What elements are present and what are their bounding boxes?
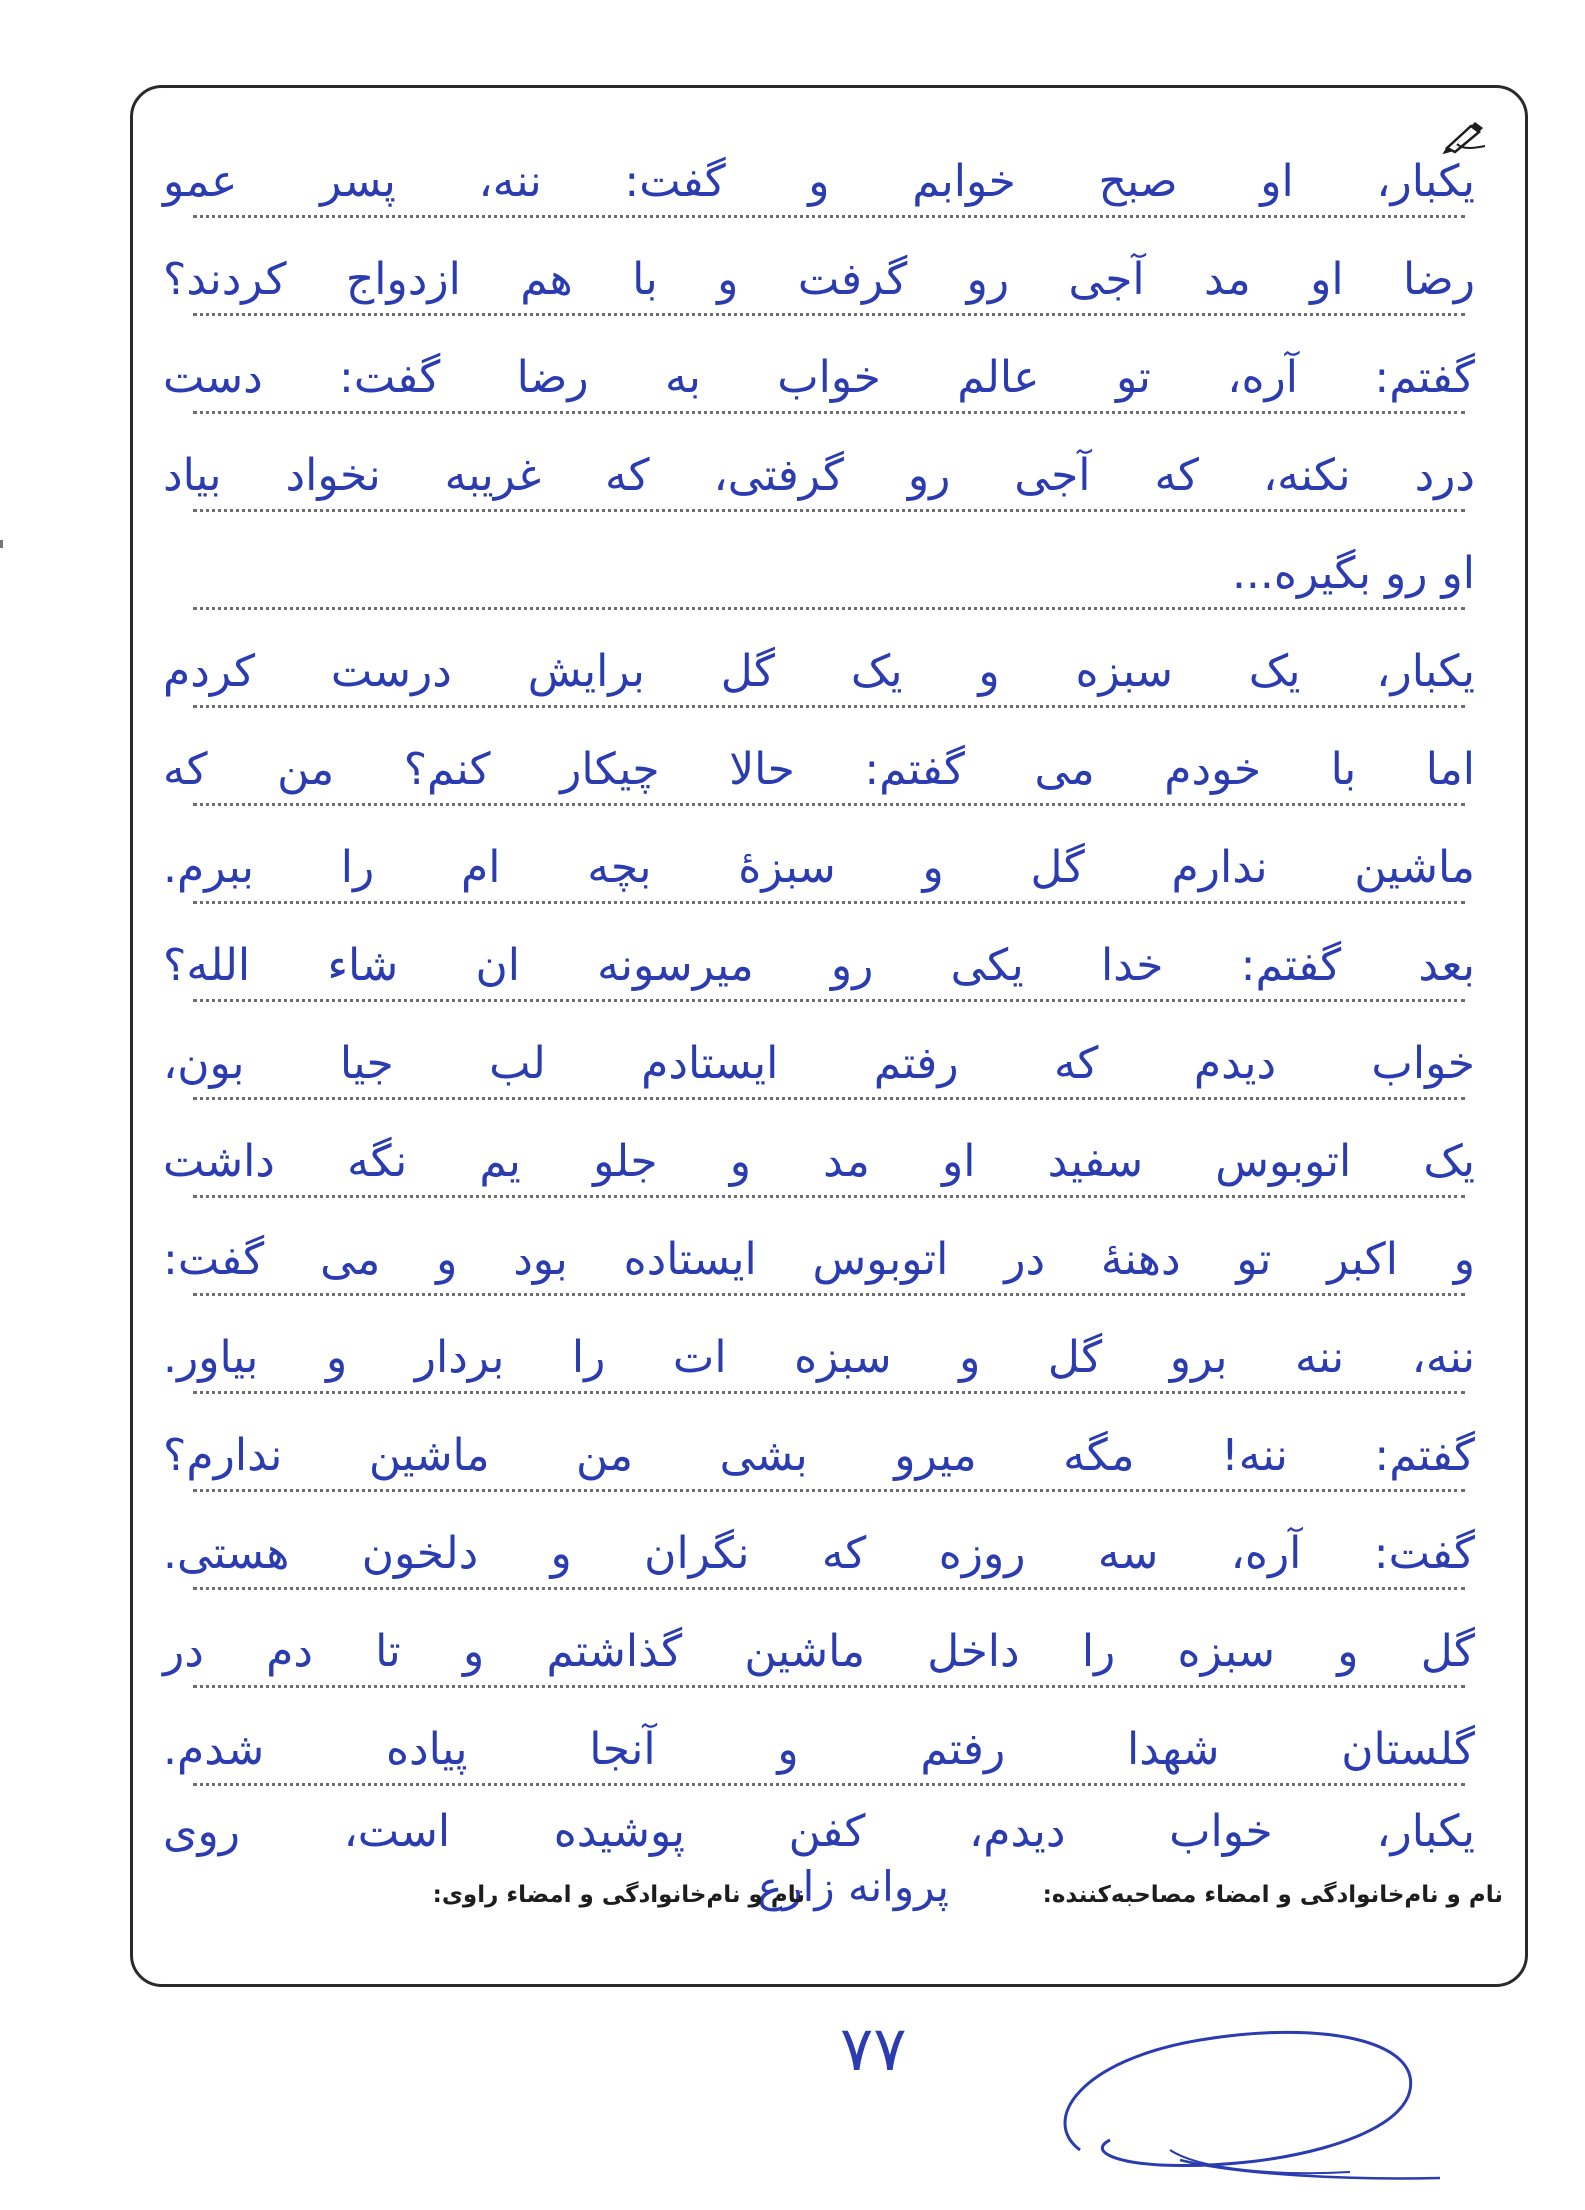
text-line [163,1294,1475,1394]
handwritten-text: گلستان شهدا رفتم و آنجا پیاده شدم. [163,1724,1475,1775]
handwritten-text: او رو بگیره... [1231,548,1475,599]
handwritten-text: یک اتوبوس سفید او مد و جلو یم نگه داشت [163,1136,1475,1187]
text-line [163,1000,1475,1100]
text-line [163,314,1475,414]
interviewer-signature-label: نام و نام‌خانوادگی و امضاء مصاحبه‌کننده: [1042,1882,1503,1908]
signature-footer [133,1834,1525,1984]
interviewer-name: پروانه زارع [757,1862,949,1911]
text-line [163,1392,1475,1492]
text-line [163,412,1475,512]
handwritten-text: خواب دیدم که رفتم ایستادم لب جیا بون، [163,1038,1475,1089]
handwritten-signature [1020,2000,1450,2190]
narrator-signature-label: نام و نام‌خانوادگی و امضاء راوی: [432,1882,805,1908]
text-line [163,216,1475,316]
handwritten-text: گفتم: آره، تو عالم خواب به رضا گفت: دست [163,352,1475,403]
handwritten-lines [163,88,1475,1857]
handwritten-text: بعد گفتم: خدا یکی رو میرسونه ان شاء الله؟ [163,940,1475,991]
handwritten-text: یکبار، خواب دیدم، کفن پوشیده است، روی [163,1806,1475,1857]
text-line [163,1588,1475,1688]
handwritten-text: یکبار، یک سبزه و یک گل برایش درست کردم [163,646,1475,697]
handwritten-text: ماشین ندارم گل و سبزهٔ بچه ام را ببرم. [163,842,1475,893]
scan-edge-mark [0,540,3,548]
text-line [163,1098,1475,1198]
text-line [163,608,1475,708]
text-line [163,902,1475,1002]
handwritten-text: ننه، ننه برو گل و سبزه ات را بردار و بیاور. [163,1332,1475,1383]
handwritten-text: یکبار، او صبح خوابم و گفت: ننه، پسر عمو [163,156,1475,207]
text-line [163,706,1475,806]
text-line [163,118,1475,218]
text-line [193,510,1475,610]
handwritten-text: رضا او مد آجی رو گرفت و با هم ازدواج کردند؟ [163,254,1475,305]
text-line [163,804,1475,904]
handwritten-text: و اکبر تو دهنهٔ در اتوبوس ایستاده بود و می گفت: [163,1234,1475,1285]
handwritten-text: گفتم: ننه! مگه میرو بشی من ماشین ندارم؟ [163,1430,1475,1481]
page-frame [130,85,1528,1987]
handwritten-text: اما با خودم می گفتم: حالا چیکار کنم؟ من که [163,744,1475,795]
page-number: ۷۷ [840,2012,907,2085]
handwritten-text: گل و سبزه را داخل ماشین گذاشتم و تا دم در [163,1626,1475,1677]
handwritten-text: درد نکنه، که آجی رو گرفتی، که غریبه نخواد بیاد [163,450,1475,501]
handwritten-text: گفت: آره، سه روزه که نگران و دلخون هستی. [163,1528,1475,1579]
text-line [163,1490,1475,1590]
text-line [163,1196,1475,1296]
